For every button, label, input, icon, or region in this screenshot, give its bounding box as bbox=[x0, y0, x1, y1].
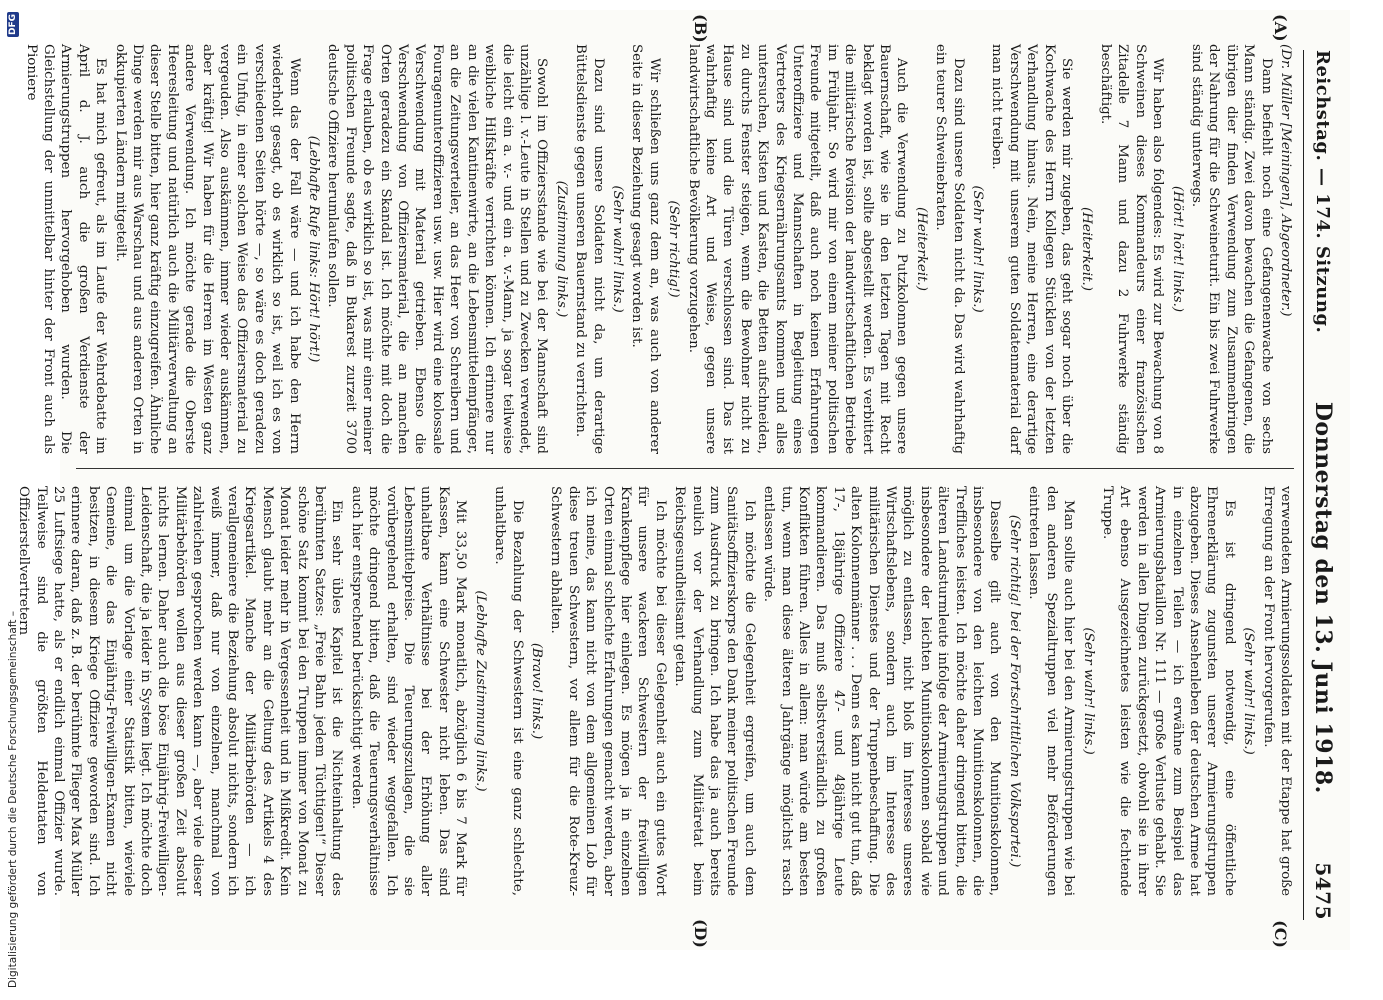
interjection: (Sehr wahr! links.) bbox=[970, 185, 986, 313]
paragraph: Dasselbe gilt auch von den Munitionskolonnen, insbesondere von den leichten Munitionskolonnen, die Treffliches leisten. Ich möchte daher dringend bitten, die älteren Landsturmleute infolge der Armierungstruppen und insbesondere der leichten Munitionskolonnen sobald wie möglich zu entlassen, nicht bloß im Interesse unseres Wirtschaftslebens, sondern auch im Interesse des militärischen Dienstes und der Truppenbeschaffung. Die alten Kolonnenmänner . . . Denn es kann nicht gut tun, daß 17-, 18jährige Offiziere 47- und 48jährige Leute kommandieren. Das muß selbstverständlich zu großen Konflikten führen. Alles in allem: man würde am besten tun, wenn man diese älteren Jahrgänge möglichst rasch entlassen würde. bbox=[761, 486, 1003, 896]
interjection: (Sehr richtig!) bbox=[666, 200, 682, 298]
margin-marker-d: (D) bbox=[691, 918, 710, 948]
paragraph: Ein sehr übles Kapitel ist die Nichteinhaltung des berühmten Satzes: „Freie Bahn jedem Tüchtigen!“ Dieser schöne Satz kommt bei den Truppen immer von Monat zu Monat leider mehr in Vergessenheit und in Mißkredit. Kein Mensch glaubt mehr an die Geltung des Artikels 4 des Kriegsartikel. Manche der Militärbehörden — ich verallgemeinere die Beziehung absolut nichts, sondern ich weiß immer, daß nur von einzelnen, manchmal von zahlreichen gesprochen werden kann —, aber viele dieser Militärbehörden wollen aus dieser großen Zeit absolut nichts lernen. Daher auch die böse Einjährig-Freiwilligen-Leidenschaft, die ja leider in System liegt. Ich möchte doch einmal um die Vorlage einer Statistik bitten, wieviele Gemeine, die das Einjährig-Freiwilligen-Examen nicht besitzen, in diesem Kriege Offiziere geworden sind. Ich erinnere daran, daß z. B. der berühmte Flieger Max Müller 25 Luftsiege hatte, als er endlich einmal Offizier wurde. Teilweise sind die größten Heldentaten von Offizierstellvertretern bbox=[16, 486, 345, 896]
header-session: Reichstag. — 174. Sitzung. bbox=[1312, 50, 1334, 334]
rotated-page bbox=[16, 10, 1350, 950]
paragraph: Wir schließen uns ganz dem an, was auch von anderer Seite in dieser Beziehung gesagt worden ist. bbox=[629, 44, 662, 454]
column-divider bbox=[76, 468, 1294, 469]
interjection: (Heiterkeit.) bbox=[913, 207, 929, 291]
paragraph: Ich möchte die Gelegenheit ergreifen, um auch dem Sanitätsoffizierskorps den Dank meiner politischen Freunde zum Ausdruck zu bringen. Ich habe das ja auch bereits neulich vor der Verhandlung zum Militäretat beim Reichsgesundheitsamt getan. bbox=[672, 486, 757, 896]
interjection: (Sehr wahr! links.) bbox=[1241, 627, 1257, 755]
margin-marker-c: (C) bbox=[1271, 920, 1290, 948]
right-column bbox=[16, 486, 1294, 896]
interjection: (Zustimmung links.) bbox=[553, 180, 569, 318]
speaker-line: (Dr. Müller [Meiningen], Abgeordneter.) bbox=[1278, 44, 1293, 317]
credit-text: Digitalisierung gefördert durch die Deutsche Forschungsgemeinschaft – bbox=[7, 611, 19, 988]
interjection: (Sehr wahr! links.) bbox=[609, 185, 625, 313]
margin-marker-b: (B) bbox=[691, 14, 710, 43]
paragraph: Es ist dringend notwendig, eine öffentliche Ehrenerklärung zugunsten unserer Armierungstruppen abzugeben. Dieses Ansehenleben der deutschen Armee hat in einzelnen Teilen — ich erwähne zum Beispiel das Armierungsbataillon Nr. 111 — große Verluste gehabt. Sie werden in allen Dingen zurückgesetzt, obwohl sie in ihrer Art ebenso Ausgezeichnetes leisten wie die fechtende Truppe. bbox=[1099, 486, 1237, 896]
paragraph: Wir haben also folgendes: Es wird zur Bewachung von 8 Schweinen dieses Kommandeurs einer französischen Zitadelle 7 Mann und dazu 2 Fuhrwerke ständig beschäftigt. bbox=[1097, 44, 1166, 454]
paragraph: Ich möchte bei dieser Gelegenheit auch ein gutes Wort für unsere wackeren Schwestern der freiwilligen Krankenpflege hier einlegen. Es mögen ja in einzelnen Orten einmal schlechte Erfahrungen gemacht werden, aber ich meine, das kann nicht von dem allgemeinen Lob für diese treuen Schwestern, vor allem für die Rote-Kreuz-Schwestern abhalten. bbox=[548, 486, 668, 896]
paragraph: Dazu sind unsere Soldaten nicht da. Das wird wahrhaftig ein teurer Schweinebraten. bbox=[933, 44, 966, 454]
paragraph: Die Bezahlung der Schwestern ist eine ganz schlechte, unhaltbare. bbox=[492, 486, 525, 896]
paragraph: Mit 33,50 Mark monatlich, abzüglich 6 bis 7 Mark für Kassen, kann eine Schwester nicht leben. Das sind unhaltbare Verhältnisse bei der Erhöhung aller Lebensmittelpreise. Die Teuerungszulagen, die sie vorübergehend erhalten, sind wieder weggefallen. Ich möchte dringend bitten, daß die Teuerungsverhältnisse auch hier entsprechend berücksichtigt werden. bbox=[348, 486, 469, 896]
paragraph: Man sollte auch hier bei den Armierungstruppen wie bei den anderen Spezialtruppen viel mehr Beförderungen eintreten lassen. bbox=[1026, 486, 1077, 896]
paragraph: Es hat mich gefreut, als im Laufe der Wehrdebatte im April d. J. auch die großen Verdienste der Armierungstruppen hervorgehoben wurden. Die Gleichstellung der unmittelbar hinter der Front auch als Pioniere bbox=[23, 44, 109, 454]
header-date: Donnerstag den 13. Juni 1918. bbox=[1310, 401, 1336, 794]
interjection: (Sehr wahr! links.) bbox=[1080, 627, 1096, 755]
paragraph: Wenn das der Fall wäre — und ich habe den Herrn wiederholt gesagt, ob es wirklich so ist, weil ich es von verschiedenen Seiten hörte —, so wäre es doch geradezu ein Unfug, in einer solchen Weise das Offiziersmaterial zu vergeuden. Also auskämmen, immer wieder auskämmen, aber kräftig! Wir haben für die Herren im Westen ganz andere Verwendung. Ich möchte gerade die Oberste Heeresleitung und natürlich auch die Militärverwaltung an dieser Stelle bitten, hier ganz kräftig einzugreifen. Ähnliche Dinge werden mir aus Warschau und aus anderen Orten in okkupierten Ländern mitgeteilt. bbox=[112, 44, 302, 454]
interjection: (Lebhafte Rufe links: Hört! hört!) bbox=[306, 135, 322, 363]
document-scan bbox=[16, 10, 1350, 950]
dfg-logo: DFG bbox=[8, 14, 18, 36]
paragraph: Sie werden mir zugeben, das geht sogar noch über die Kochwache des Herrn Kollegen Stücklen von der letzten Verhandlung hinaus. Nein, meine Herren, eine derartige Verschwendung mit unserem guten Soldatenmaterial darf man nicht treiben. bbox=[989, 44, 1075, 454]
paragraph: Auch die Verwendung zu Putzkolonnen gegen unsere Bauernschaft, wie sie in den letzten Tagen mit Recht beklagt worden ist, sollte abgestellt werden. Es verbittert die militärische Revision der landwirtschaftlichen Betriebe im Frühjahr. So wird mir von einem meiner politischen Freunde mitgeteilt, daß auch noch keinen Erfahrungen Unteroffiziere und Mannschaften in Begleitung eines Vertreters des Kriegsernährungsamts kommen und alles untersuchen, Kisten und Kasten, die Betten aufschneiden, zu durchs Fenster steigen, wenn die Bewohner nicht zu Hause sind und die Türen verschlossen sind. Das ist wahrhaftig keine Art und Weise, gegen unsere landwirtschaftliche Bevölkerung vorzugehen. bbox=[685, 44, 910, 454]
header-page-number: 5475 bbox=[1311, 862, 1335, 920]
page-header bbox=[1303, 50, 1342, 920]
paragraph: verwendeten Armierungssoldaten mit der Etappe hat große Erregung an der Front hervorgerufen. bbox=[1260, 486, 1293, 896]
left-column bbox=[23, 44, 1294, 454]
paragraph: Dazu sind unsere Soldaten nicht da, um derartige Büttelsdienste gegen unseren Bauernstand zu verrichten. bbox=[573, 44, 606, 454]
interjection: (Lebhafte Zustimmung links.) bbox=[472, 590, 488, 792]
interjection: (Heiterkeit.) bbox=[1078, 207, 1094, 291]
paragraph: Sowohl im Offiziersstande wie bei der Mannschaft sind unzählige l. v.-Leute in Stellen und zu Zwecken verwendet, die leicht ein a. v.- und ein a. v.-Mann, ja sogar teilweise weibliche Hilfskräfte verrichten können. Ich erinnere nur an die vielen Kantinenwirte, an die Lebensmittelempfänger, an die Zeitungsverteiler, an das Heer von Schreibern und Fouragenunteroffizieren usw. usw. Hier wird eine kolossale Verschwendung mit Material getrieben. Ebenso die Verschwendung von Offiziersmaterial, die an manchen Orten geradezu ein Skandal ist. Ich möchte mit doch die Frage erlauben, ob es wirklich so ist, was mir einer meiner politischen Freunde sagte, daß in Bukarest zurzeit 3700 deutsche Offiziere herumlaufen sollen. bbox=[325, 44, 550, 454]
interjection: (Sehr richtig! bei der Fortschrittlichen Volkspartei.) bbox=[1006, 514, 1022, 868]
margin-marker-a: (A) bbox=[1271, 14, 1290, 42]
interjection: (Bravo! links.) bbox=[528, 642, 544, 740]
interjection: (Hört! hört! links.) bbox=[1169, 185, 1185, 313]
paragraph: Dann befiehlt noch eine Gefangenenwache von sechs Mann ständig. Zwei davon bewachen die Gefangenen, die übrigen dier finden Verwendung zum Zusammenbringen der Nahrung für die Schweineturit. Ein bis zwei Fuhrwerke sind ständig unterwegs. bbox=[1188, 44, 1274, 454]
